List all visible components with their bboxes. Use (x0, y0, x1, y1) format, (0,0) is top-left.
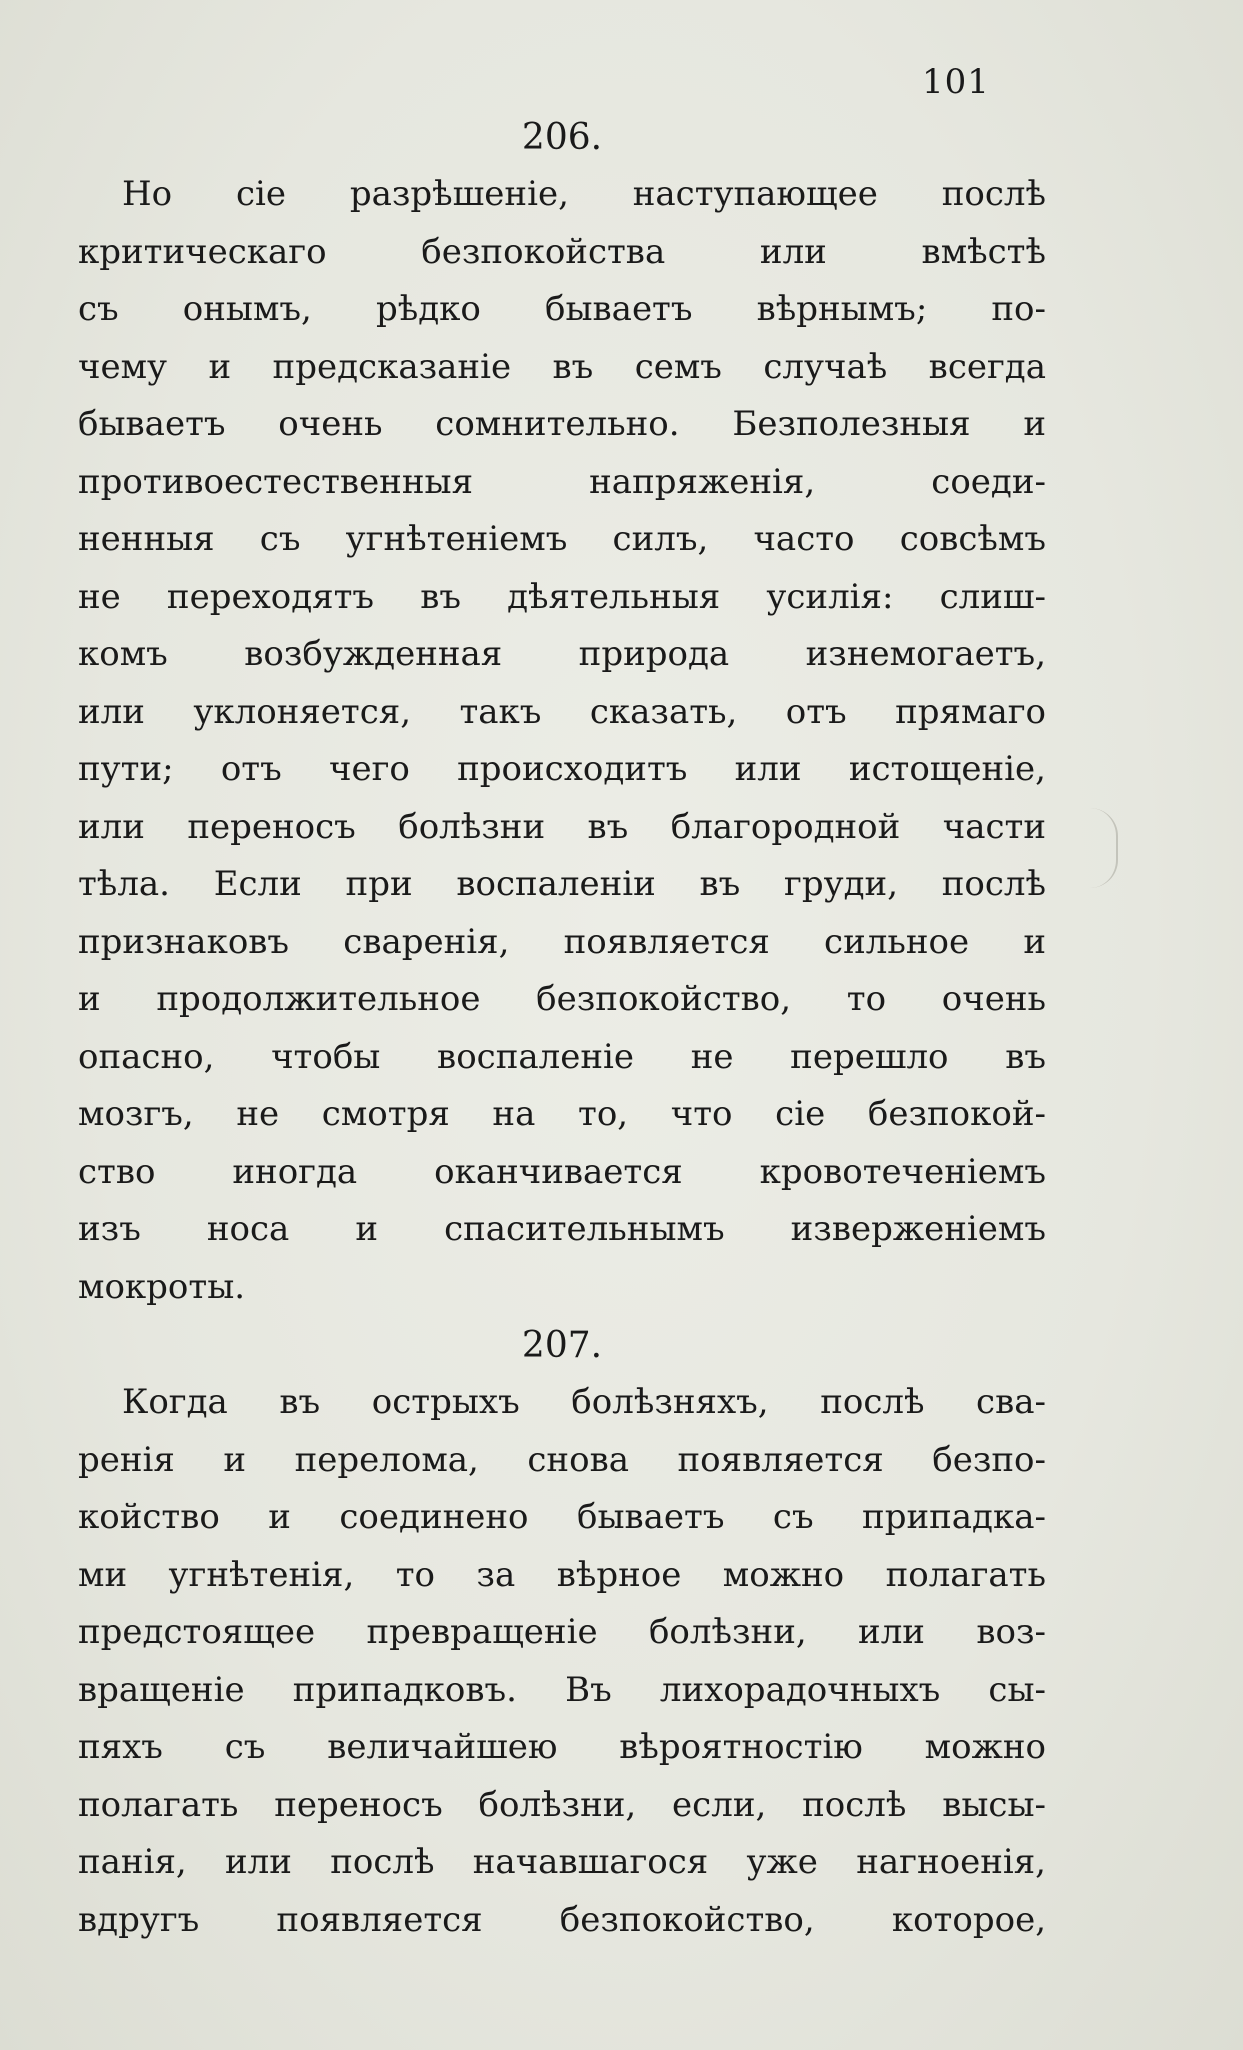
text-line: съ онымъ, рѣдко бываетъ вѣрнымъ; по- (78, 289, 1046, 329)
text-line: чему и предсказаніе въ семъ случаѣ всегда (78, 346, 1046, 387)
section-number: 207. (521, 1325, 603, 1366)
text-line: признаковъ сваренія, появляется сильное и (78, 921, 1046, 962)
text-line: ми угнѣтенія, то за вѣрное можно полагать (78, 1554, 1046, 1595)
text-line: противоестественныя напряженія, соеди- (78, 461, 1046, 502)
text-line: или переносъ болѣзни въ благородной части (78, 806, 1046, 847)
section-207 (78, 1318, 1046, 1949)
text-line: ство иногда оканчивается кровотеченіемъ (78, 1151, 1046, 1192)
page-number: 101 (922, 62, 990, 102)
text-line: предстоящее превращеніе болѣзни, или воз- (78, 1612, 1046, 1652)
text-line: изъ носа и спасительнымъ изверженіемъ (78, 1209, 1046, 1249)
text-line: критическаго безпокойства или вмѣстѣ (78, 231, 1046, 272)
paragraph (78, 166, 1046, 1316)
text-line: бываетъ очень сомнительно. Безполезныя и (78, 404, 1046, 444)
text-line: ненныя съ угнѣтеніемъ силъ, часто совсѣмъ (78, 519, 1046, 559)
text-line: не переходятъ въ дѣятельныя усилія: слиш- (78, 576, 1046, 617)
text-line: или уклоняется, такъ сказать, отъ прямаго (78, 691, 1046, 732)
text-line: вдругъ появляется безпокойство, которое, (78, 1899, 1046, 1940)
text-line: ренія и перелома, снова появляется безпо- (78, 1439, 1046, 1480)
margin-pencil-mark (1090, 808, 1118, 888)
text-line: комъ возбужденная природа изнемогаетъ, (78, 634, 1046, 674)
text-line: тѣла. Если при воспаленіи въ груди, послѣ (78, 864, 1046, 904)
text-line: опасно, чтобы воспаленіе не перешло въ (78, 1036, 1046, 1077)
text-line: и продолжительное безпокойство, то очень (78, 979, 1046, 1019)
text-line: полагать переносъ болѣзни, если, послѣ высы- (78, 1784, 1046, 1825)
text-line: Но сіе разрѣшеніе, наступающее послѣ (122, 174, 1046, 214)
text-line: мозгъ, не смотря на то, что сіе безпокой- (78, 1094, 1046, 1134)
text-line: мокроты. (78, 1266, 246, 1307)
paragraph (78, 1374, 1046, 1949)
text-line: панія, или послѣ начавшагося уже нагноенія, (78, 1842, 1046, 1882)
text-line: пяхъ съ величайшею вѣроятностію можно (78, 1727, 1046, 1767)
section-206 (78, 110, 1046, 1316)
text-line: пути; отъ чего происходитъ или истощеніе, (78, 749, 1046, 789)
text-line: вращеніе припадковъ. Въ лихорадочныхъ сы- (78, 1669, 1046, 1710)
text-line: Когда въ острыхъ болѣзняхъ, послѣ сва- (122, 1382, 1046, 1422)
section-number: 206. (521, 117, 603, 158)
text-line: койство и соединено бываетъ съ припадка- (78, 1497, 1046, 1537)
